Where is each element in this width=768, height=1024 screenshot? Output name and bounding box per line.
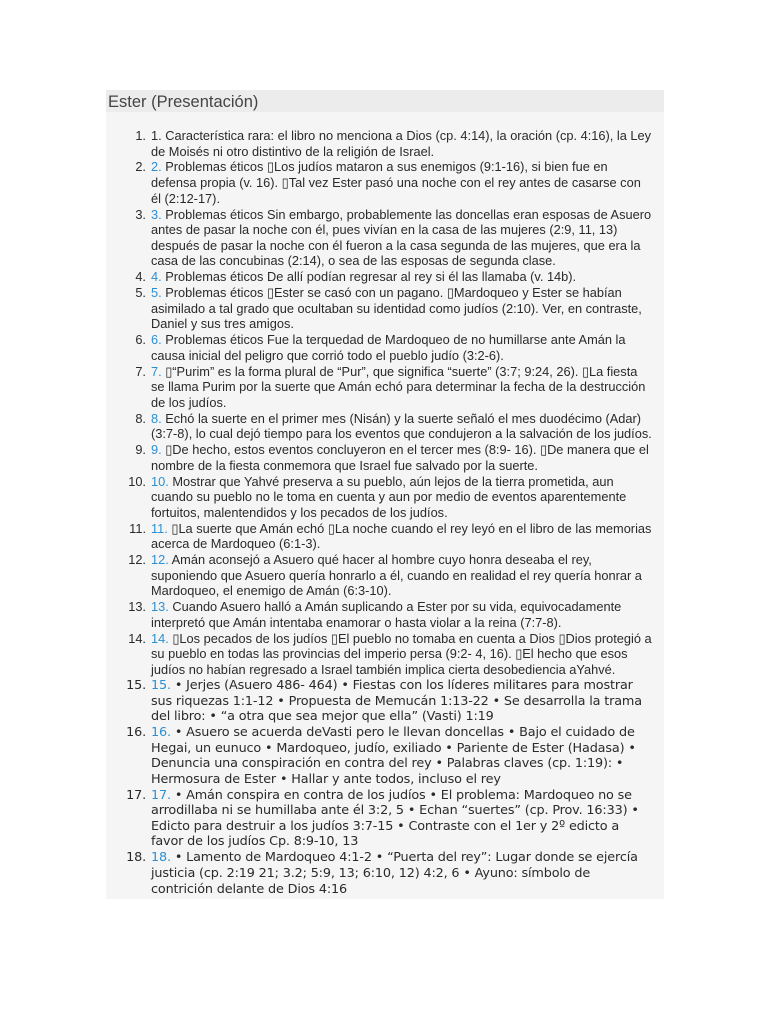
list-item-link[interactable]: 5. <box>151 285 162 301</box>
list-item-text: ▯Los pecados de los judíos ▯El pueblo no tomaba en cuenta a Dios ▯Dios protegió a su pueblo en todas las provincias del imperio persa (9:2- 4, 16). ▯El hecho que esos judíos no habían regresado a Israel también implica cierta desobediencia aYahvé. <box>151 630 652 678</box>
list-item-text: ▯De hecho, estos eventos concluyeron en el tercer mes (8:9- 16). ▯De manera que el nombre de la fiesta conmemora que Israel fue salvado por la suerte. <box>151 442 649 473</box>
list-item <box>106 521 664 552</box>
list-item-text: Problemas éticos ▯Ester se casó con un pagano. ▯Mardoqueo y Ester se habían asimilado a tal grado que ocultaban su identidad como judíos (2:10). Ver, en contraste, Daniel y sus tres amigos. <box>151 285 642 332</box>
list-item-link[interactable]: 10. <box>151 473 169 489</box>
list-item-number: 13. <box>128 599 146 615</box>
list-item-number: 17. <box>126 787 146 803</box>
list-item-number: 5. <box>135 285 146 301</box>
list-item-link[interactable]: 13. <box>151 599 169 615</box>
list-item <box>106 631 664 678</box>
list-item-link[interactable]: 7. <box>151 363 162 379</box>
list-item-link[interactable]: 9. <box>151 442 162 458</box>
numbered-list <box>106 128 664 897</box>
list-item-prefix: 1. <box>151 128 166 143</box>
list-item <box>106 411 664 442</box>
list-item-text: ▯La suerte que Amán echó ▯La noche cuando el rey leyó en el libro de las memorias acerca de Mardoqueo (6:1-3). <box>151 520 652 552</box>
list-item-number: 16. <box>126 725 146 741</box>
list-item-number: 12. <box>128 552 146 568</box>
list-item-number: 6. <box>135 332 146 348</box>
list-item-text: • Jerjes (Asuero 486- 464) • Fiestas con los líderes militares para mostrar sus riquezas 1:1-12 • Propuesta de Memucán 1:13-22 • Se desarrolla la trama del libro: • “a otra que sea mejor que ella” (Vasti) 1:19 <box>151 677 642 725</box>
list-item-number: 1. <box>135 128 146 143</box>
list-item-link[interactable]: 6. <box>151 332 162 348</box>
list-item-link[interactable]: 18. <box>151 850 171 866</box>
list-item <box>106 850 664 897</box>
list-item-text: ▯“Purim” es la forma plural de “Pur”, que significa “suerte” (3:7; 9:24, 26). ▯La fiesta se llama Purim por la suerte que Amán echó para determinar la fecha de la destrucción de los judíos. <box>151 363 646 410</box>
list-item-link[interactable]: 4. <box>151 269 162 285</box>
list-item-text: Mostrar que Yahvé preserva a su pueblo, aún lejos de la tierra prometida, aun cuando su pueblo no le toma en cuenta y aun por medio de eventos aparentemente fortuitos, malentendidos y los pecados de los judíos. <box>151 473 627 520</box>
list-item-number: 10. <box>128 473 146 489</box>
list-item-number: 9. <box>135 442 146 458</box>
list-item-text: Echó la suerte en el primer mes (Nisán) y la suerte señaló el mes duodécimo (Adar) (3:7-8), lo cual dejó tiempo para los eventos que condujeron a la salvación de los judíos. <box>151 410 652 442</box>
document-panel <box>106 90 664 899</box>
list-item-number: 18. <box>126 850 146 866</box>
list-item-number: 3. <box>135 206 146 222</box>
list-item <box>106 788 664 850</box>
list-item-link[interactable]: 16. <box>151 725 171 741</box>
list-item-number: 7. <box>135 363 146 379</box>
list-item-link[interactable]: 12. <box>151 552 169 568</box>
list-item <box>106 285 664 332</box>
list-item <box>106 332 664 363</box>
list-item-text: Problemas éticos Fue la terquedad de Mardoqueo de no humillarse ante Amán la causa inicial del peligro que corrió todo el pueblo judío (3:2-6). <box>151 332 626 363</box>
list-item-number: 8. <box>135 410 146 426</box>
list-item-number: 11. <box>129 520 146 536</box>
list-item-text: • Asuero se acuerda deVasti pero le llevan doncellas • Bajo el cuidado de Hegai, un eunuco • Mardoqueo, judío, exiliado • Pariente de Ester (Hadasa) • Denuncia una conspiración en contra del rey • Palabras claves (cp. 1:19): • Hermosura de Ester • Hallar y ante todos, incluso el rey <box>151 725 636 787</box>
list-item-text: Problemas éticos De allí podían regresar al rey si él las llamaba (v. 14b). <box>161 269 577 285</box>
list-item <box>106 599 664 630</box>
list-item-text: Problemas éticos ▯Los judíos mataron a sus enemigos (9:1-16), si bien fue en defensa propia (v. 16). ▯Tal vez Ester pasó una noche con el rey antes de casarse con él (2:12-17). <box>151 159 641 206</box>
list-item-number: 4. <box>135 269 146 285</box>
list-item-number: 15. <box>126 677 146 693</box>
list-item-link[interactable]: 14. <box>151 630 169 646</box>
page-title: Ester (Presentación) <box>106 90 664 112</box>
list-item-number: 2. <box>135 159 146 175</box>
list-item <box>106 552 664 599</box>
list-item-number: 14. <box>128 630 146 646</box>
list-item-text: • Lamento de Mardoqueo 4:1-2 • “Puerta del rey”: Lugar donde se ejercía justicia (cp. 2:19 21; 3.2; 5:9, 13; 6:10, 12) 4:2, 6 • Ayuno: símbolo de contrición delante de Dios 4:16 <box>151 850 638 897</box>
list-item-link[interactable]: 8. <box>151 410 162 426</box>
list-item-text: Amán aconsejó a Asuero qué hacer al hombre cuyo honra deseaba el rey, suponiendo que Asuero quería honrarlo a él, cuando en realidad el rey quería honrar a Mardoqueo, el enemigo de Amán (6:3-10). <box>151 552 642 599</box>
list-item-text: Característica rara: el libro no menciona a Dios (cp. 4:14), la oración (cp. 4:16), la Ley de Moisés ni otro distintivo de la religión de Israel. <box>151 128 652 159</box>
list-item <box>106 364 664 411</box>
list-item-text: Cuando Asuero halló a Amán suplicando a Ester por su vida, equivocadamente interpretó que Amán intentaba enamorar o hasta violar a la reina (7:7-8). <box>151 599 622 630</box>
list-item-link[interactable]: 17. <box>151 787 171 803</box>
list-item-text: • Amán conspira en contra de los judíos • El problema: Mardoqueo no se arrodillaba ni se humillaba ante él 3:2, 5 • Echan “suertes” (cp. Prov. 16:33) • Edicto para destruir a los judíos 3:7-15 • Contraste con el 1er y 2º edicto a favor de los judíos Cp. 8:9-10, 13 <box>151 787 639 850</box>
list-item <box>106 442 664 473</box>
list-item <box>106 269 664 285</box>
list-item-link[interactable]: 11. <box>151 520 168 536</box>
list-item-link[interactable]: 15. <box>151 677 171 693</box>
list-item <box>106 159 664 206</box>
list-item <box>106 678 664 725</box>
list-item <box>106 725 664 787</box>
list-item <box>106 474 664 521</box>
list-item <box>106 128 664 159</box>
list-item-link[interactable]: 3. <box>151 206 162 222</box>
list-item-text: Problemas éticos Sin embargo, probablemente las doncellas eran esposas de Asuero antes de pasar la noche con él, pues vivían en la casa de las mujeres (2:9, 11, 13) después de pasar la noche con él fueron a la casa segunda de las mujeres, que era la casa de las concubinas (2:14), o sea de las esposas de segunda clase. <box>151 206 652 269</box>
list-item-link[interactable]: 2. <box>151 159 162 175</box>
list-item <box>106 207 664 269</box>
list-container <box>106 112 664 899</box>
